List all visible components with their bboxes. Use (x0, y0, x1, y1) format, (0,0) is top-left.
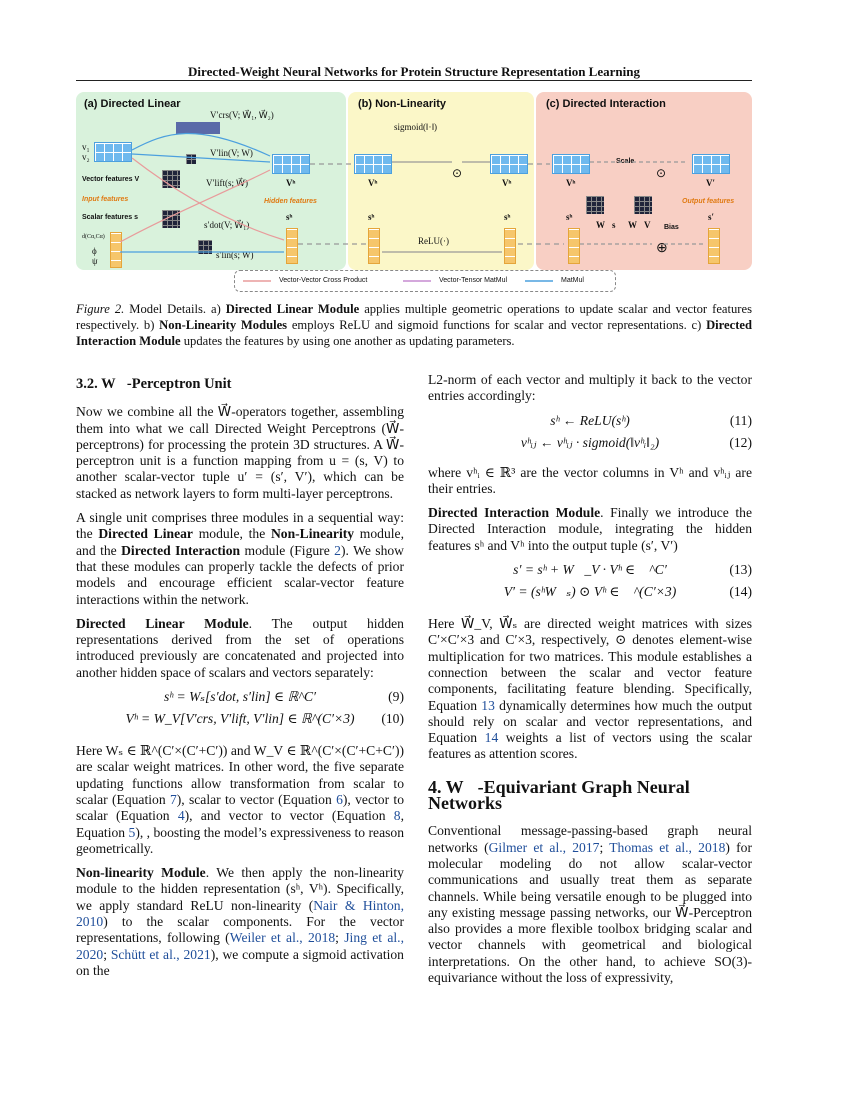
eq-ref-13[interactable]: 13 (481, 697, 495, 713)
panel-c-label: (c) Directed Interaction (546, 98, 666, 110)
paragraph-vector-columns: where vʰᵢ ∈ ℝ³ are the vector columns in Vʰ and vʰᵢⱼ are their entries. (428, 464, 752, 496)
paragraph-directed-interaction: Directed Interaction Module. Finally we introduce the Directed Interaction module, integrating the hidden features sʰ and Vʰ into the output tuple (s′, V′) (428, 505, 752, 553)
sh-label-a: sʰ (286, 212, 293, 222)
caption-t4: updates the features by using one another as updating parameters. (180, 334, 515, 348)
v1-label: v₁ (82, 142, 90, 152)
sh-label-b1: sʰ (368, 212, 375, 222)
paragraph-three-modules: A single unit comprises three modules in a sequential way: the Directed Linear module, the Non-Linearity module, and the Directed Interaction module (Figure 2). We show that these modules can properly tackle the defects of prior models and encourage efficient scalar-vector feature interactions within the network. (76, 510, 404, 607)
equation-14: V′ = (sʰW⃗ₛ) ⊙ Vʰ ∈ ℝ^(C′×3) (14) (503, 584, 752, 600)
crs-label: V′crs(V; W⃗₁, W⃗₂) (210, 110, 274, 120)
vh-label-b2: Vʰ (502, 178, 512, 188)
equation-12: vʰᵢⱼ ← vʰᵢⱼ · sigmoid(‖vʰᵢ‖₂) (12) (520, 434, 752, 450)
output-features-label: Output features (682, 198, 735, 205)
caption-b3: Directed Interaction Module (76, 318, 752, 348)
eq-ref-7[interactable]: 7 (169, 791, 177, 807)
figure-caption (76, 301, 752, 349)
vh-label-c: Vʰ (566, 178, 576, 188)
ws-label: W⃗s (596, 220, 616, 230)
figure-2-link[interactable]: 2 (334, 542, 341, 558)
eq-ref-8[interactable]: 8 (393, 808, 401, 824)
caption-t2: applies multiple geometric operations to update scalar and vector features respectively. b) (76, 302, 752, 332)
caption-b2: Non-Linearity Modules (159, 318, 288, 332)
relu-label: ReLU(·) (418, 236, 449, 246)
cite-weiler[interactable]: Weiler et al., 2018 (229, 930, 336, 946)
paragraph-weight-matrices: Here Wₛ ∈ ℝ^(C′×(C′+C′)) and W_V ∈ ℝ^(C′×(C′+C+C′)) are scalar weight matrices. In other word, the five separate updating functions allow transformation from scalar to scalar (Equation 7), scalar to vector (Equation 6), vector to scalar (Equation 4), and vector to vector (Equation 8, Equation 5), , boosting the model’s expressiveness to reason geometrically. (76, 743, 404, 856)
figure-arrows (76, 92, 752, 270)
cite-nair-hinton[interactable]: Nair & Hinton, 2010 (76, 897, 404, 930)
lift-label: V′lift(s; W⃗) (206, 178, 248, 188)
legend-cross: Vector-Vector Cross Product (279, 277, 368, 284)
odot-c: ⊙ (656, 166, 667, 180)
left-column (76, 372, 404, 987)
eq-ref-6[interactable]: 6 (336, 791, 343, 807)
dot-label: s′dot(V; W⃗₁) (204, 220, 250, 230)
paragraph-directed-linear: Directed Linear Module. The output hidden representations derived from the set of operations introduced previously are concatenated and projected into another hidden space of scalars and vectors separately: (76, 615, 404, 680)
section-4-heading: 4. W⃗-Equivariant Graph Neural Networks (428, 776, 690, 814)
scalar-features-label: Scalar features s (82, 214, 139, 221)
section-3-2-heading: 3.2. W⃗-Perceptron Unit (76, 376, 232, 392)
sh-label-b2: sʰ (504, 212, 511, 222)
d-label: d(Cα,Cα) (82, 234, 105, 240)
legend-matmul: MatMul (561, 277, 584, 284)
panel-a-label: (a) Directed Linear (84, 98, 181, 110)
figure-legend (234, 270, 616, 292)
caption-t1: Model Details. a) (124, 302, 226, 316)
cite-thomas[interactable]: Thomas et al., 2018 (609, 839, 726, 855)
eq-ref-5[interactable]: 5 (128, 824, 136, 840)
paragraph-l2-norm: L2-norm of each vector and multiply it back to the vector entries accordingly: (428, 372, 752, 404)
oplus-c: ⊕ (656, 241, 668, 256)
slin-label: s′lin(s; W) (216, 250, 254, 260)
header-rule (76, 80, 752, 81)
eq-ref-4[interactable]: 4 (177, 808, 185, 824)
paragraph-directed-weights: Here W⃗_V, W⃗ₛ are directed weight matrices with sizes C′×C′×3 and C′×3, respectively, ⊙ denotes element-wise multiplication for two matrices. This module establishes a connection between the scalar and vector feature components, facilitating feature blending. Specifically, Equation 13 dynamically determines how much the output should rely on scalar and vector representations, and Equation 14 weights a list of vectors using the scalar features as attention scores. (428, 616, 752, 762)
cite-schutt[interactable]: Schütt et al., 2021 (110, 946, 211, 962)
figure-2 (76, 92, 752, 296)
hidden-features-label: Hidden features (264, 198, 317, 205)
caption-t3: employs ReLU and sigmoid functions for scalar and vector representations. c) (287, 318, 707, 332)
equation-9: sʰ = Wₛ[s′dot, s′lin] ∈ ℝ^C′ (9) (163, 689, 404, 705)
legend-tensor: Vector-Tensor MatMul (439, 277, 508, 284)
sh-label-c: sʰ (566, 212, 573, 222)
paragraph-non-linearity: Non-linearity Module. We then apply the non-linearity module to the hidden representation (sʰ, Vʰ). Specifically, we apply standard ReLU non-linearity (Nair & Hinton, 2010) to the scalar components. For the vector representations, following (Weiler et al., 2018; Jing et al., 2020; Schütt et al., 2021), we compute a sigmoid activation on the (76, 865, 404, 978)
bias-label: Bias (664, 224, 679, 231)
v2-label: v₂ (82, 152, 90, 162)
scale-label: Scale (616, 158, 635, 165)
paragraph-perceptron-intro: Now we combine all the W⃗-operators together, assembling them into what we call Directed Weight Perceptrons (W⃗-perceptrons) for processing the protein 3D structures. A W⃗-perceptron unit is a function mapping from u = (s, V) to another scalar-vector tuple u′ = (s′, V′), which can be stacked as network layers to form multi-layer perceptrons. (76, 404, 404, 501)
psi-label: ψ (92, 256, 98, 266)
odot-b: ⊙ (452, 166, 463, 180)
lin-label: V′lin(V; W) (210, 148, 253, 158)
sigmoid-label: sigmoid(‖·‖) (394, 122, 438, 132)
running-header: Directed-Weight Neural Networks for Protein Structure Representation Learning (188, 64, 640, 79)
panel-b-label: (b) Non-Linearity (358, 98, 446, 110)
sprime-label: s′ (708, 212, 715, 222)
equation-10: Vʰ = W_V[V′crs, V′lift, V′lin] ∈ ℝ^(C′×3) (10) (125, 711, 404, 727)
cite-gilmer[interactable]: Gilmer et al., 2017 (488, 839, 600, 855)
vprime-label: V′ (706, 178, 716, 188)
cite-jing[interactable]: Jing et al., 2020 (76, 930, 404, 962)
paragraph-message-passing: Conventional message-passing-based graph neural networks (Gilmer et al., 2017; Thomas et al., 2018) for molecular modeling do not allow scalar-vector communications and usually treat them as separate channels. While being versatile enough to be plugged into any existing message passing networks, our W⃗-Perceptron also provides a more flexible toolbox bridging scalar and vector channels with geometrical and biological interpretations. On the other hand, to achieve SO(3)-equivariance without the loss of expressivity, (428, 823, 752, 986)
right-column (428, 372, 752, 994)
equation-13: s′ = sʰ + W⃗_V · Vʰ ∈ ℝ^C′ (13) (513, 562, 752, 578)
eq-ref-14[interactable]: 14 (484, 730, 499, 746)
phi-label: ϕ (92, 246, 97, 256)
vh-label-a: Vʰ (286, 178, 296, 188)
vh-label-b1: Vʰ (368, 178, 378, 188)
wv-label: W⃗V (628, 220, 651, 230)
caption-b1: Directed Linear Module (225, 302, 360, 316)
equation-11: sʰ ← ReLU(sʰ) (11) (550, 412, 752, 428)
caption-label: Figure 2. (76, 302, 125, 316)
input-features-label: Input features (82, 196, 129, 203)
vector-features-label: Vector features V (82, 176, 140, 183)
